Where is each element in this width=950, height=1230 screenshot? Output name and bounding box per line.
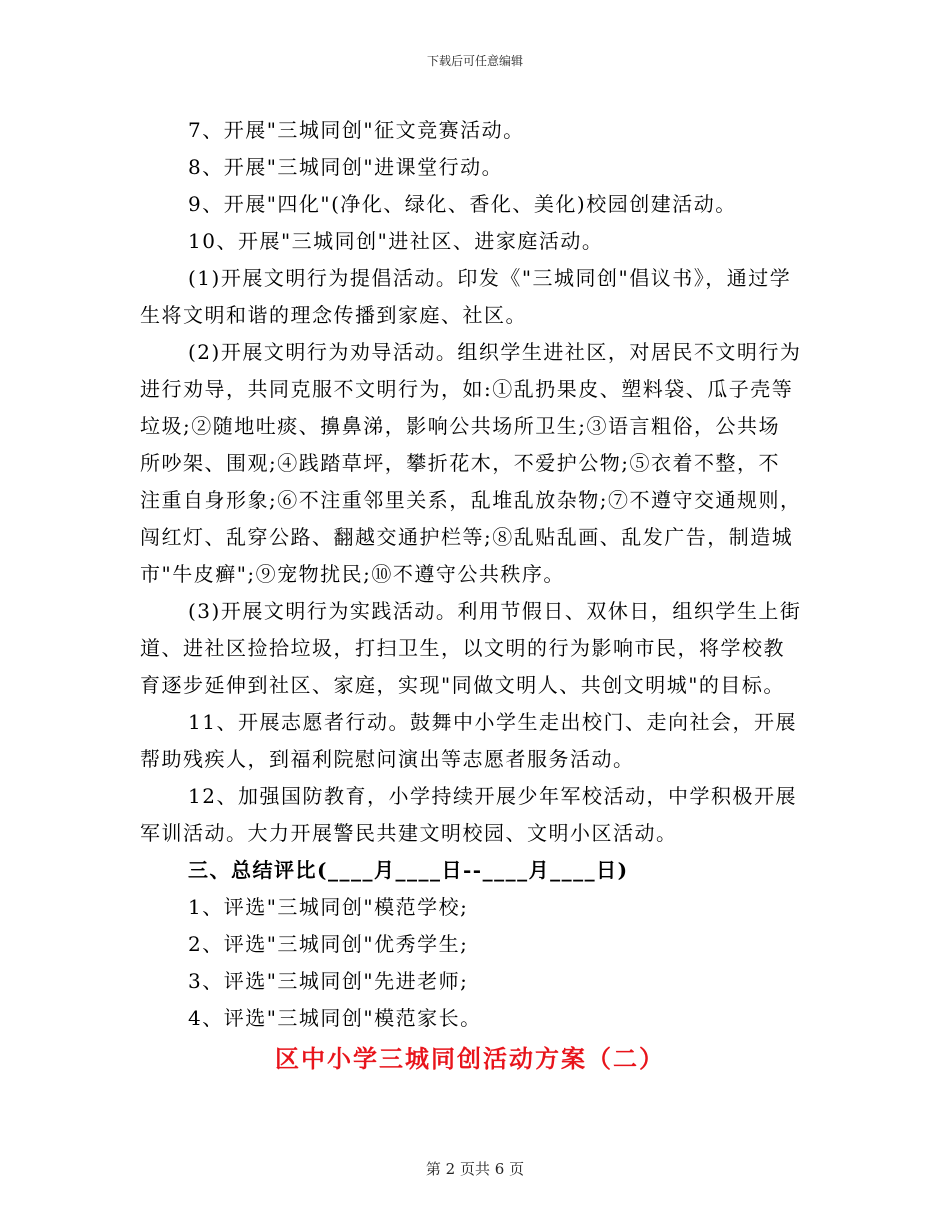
text-line: (3)开展文明行为实践活动。利用节假日、双休日，组织学生上街 (188, 599, 802, 623)
text-line: 2、评选"三城同创"优秀学生; (188, 932, 469, 956)
section-title: 区中小学三城同创活动方案（二） (275, 1044, 665, 1073)
text-line: 三、总结评比(____月____日--____月____日) (188, 858, 629, 882)
text-line: 帮助残疾人，到福利院慰问演出等志愿者服务活动。 (140, 747, 635, 771)
text-line: 军训活动。大力开展警民共建文明校园、文明小区活动。 (140, 821, 678, 845)
text-line: 所吵架、围观;④践踏草坪，攀折花木，不爱护公物;⑤衣着不整，不 (140, 451, 780, 475)
text-line: 生将文明和谐的理念传播到家庭、社区。 (140, 303, 527, 327)
text-line: 11、开展志愿者行动。鼓舞中小学生走出校门、走向社会，开展 (188, 710, 797, 734)
text-line: 进行劝导，共同克服不文明行为，如:①乱扔果皮、塑料袋、瓜子壳等 (140, 377, 794, 401)
text-line: 注重自身形象;⑥不注重邻里关系，乱堆乱放杂物;⑦不遵守交通规则， (140, 488, 802, 512)
text-line: 市"牛皮癣";⑨宠物扰民;⑩不遵守公共秩序。 (140, 562, 565, 586)
text-line: 12、加强国防教育，小学持续开展少年军校活动，中学积极开展 (188, 784, 797, 808)
page-footer: 第 2 页共 6 页 (425, 1160, 525, 1178)
text-line: 10、开展"三城同创"进社区、进家庭活动。 (188, 229, 604, 253)
text-line: 育逐步延伸到社区、家庭，实现"同做文明人、共创文明城"的目标。 (140, 673, 785, 697)
text-line: 4、评选"三城同创"模范家长。 (188, 1006, 482, 1030)
page-header: 下载后可任意编辑 (426, 54, 523, 68)
text-line: 9、开展"四化"(净化、绿化、香化、美化)校园创建活动。 (188, 192, 737, 216)
text-line: (1)开展文明行为提倡活动。印发《"三城同创"倡议书》，通过学 (188, 266, 792, 290)
text-line: 8、开展"三城同创"进课堂行动。 (188, 155, 504, 179)
text-line: 道、进社区捡拾垃圾，打扫卫生，以文明的行为影响市民，将学校教 (140, 636, 785, 660)
text-line: 1、评选"三城同创"模范学校; (188, 895, 469, 919)
paragraph-lines (140, 112, 810, 1037)
text-line: (2)开展文明行为劝导活动。组织学生进社区，对居民不文明行为 (188, 340, 802, 364)
text-line: 3、评选"三城同创"先进老师; (188, 969, 469, 993)
text-line: 闯红灯、乱穿公路、翻越交通护栏等;⑧乱贴乱画、乱发广告，制造城 (140, 525, 794, 549)
document-body (140, 112, 810, 1079)
text-line: 7、开展"三城同创"征文竞赛活动。 (188, 118, 525, 142)
text-line: 垃圾;②随地吐痰、擤鼻涕，影响公共场所卫生;③语言粗俗，公共场 (140, 414, 780, 438)
